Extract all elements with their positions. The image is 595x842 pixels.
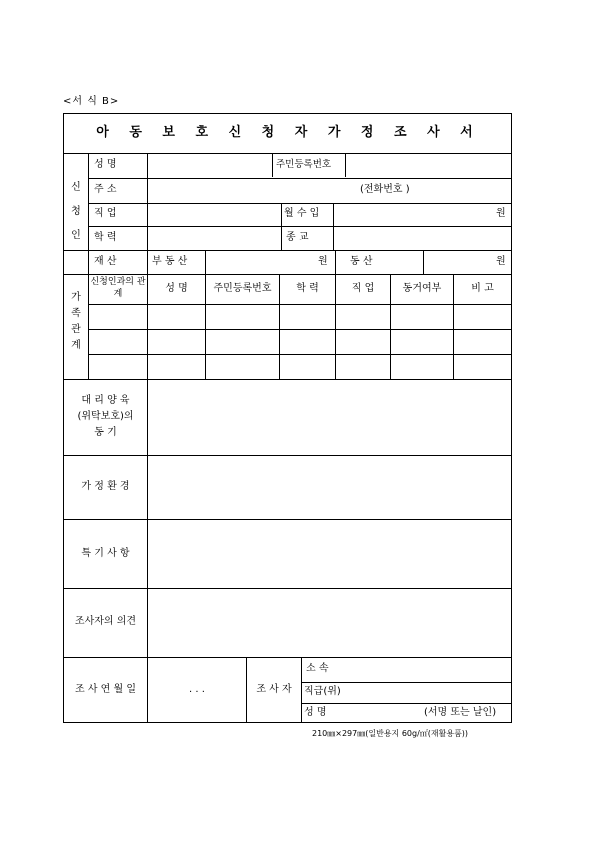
family-header-education: 학 력 xyxy=(296,283,319,294)
paper-size-note: 210㎜×297㎜(일반용지 60g/㎡(재활용품)) xyxy=(312,729,469,738)
income-unit: 원 xyxy=(496,208,506,219)
applicant-group-label: 신 청 인 xyxy=(71,182,81,241)
family-header-cohabit: 동거여부 xyxy=(402,283,442,294)
survey-form-table xyxy=(63,113,512,723)
survey-date-label: 조 사 연 월 일 xyxy=(74,684,136,695)
form-title: 아 동 보 호 신 청 자 가 정 조 사 서 xyxy=(96,125,481,140)
opinion-label: 조사자의 의견 xyxy=(74,616,137,627)
family-row[interactable] xyxy=(89,330,511,354)
opinion-input-area[interactable] xyxy=(148,589,511,657)
job-label: 직 업 xyxy=(94,208,117,219)
family-header-relation: 신청인과의 관 계 xyxy=(90,277,146,299)
environment-input-area[interactable] xyxy=(148,456,511,519)
form-label: <서 식 B> xyxy=(63,96,120,107)
religion-label: 종 교 xyxy=(286,232,309,243)
survey-date-field[interactable]: . . . xyxy=(189,684,205,695)
notes-label: 특 기 사 항 xyxy=(81,548,130,559)
movable-unit: 원 xyxy=(496,256,506,267)
name-label: 성 명 xyxy=(94,159,117,170)
address-label: 주 소 xyxy=(94,184,117,195)
family-row[interactable] xyxy=(89,355,511,379)
education-label: 학 력 xyxy=(94,232,117,243)
motive-label-line3: 동 기 xyxy=(94,427,117,438)
family-header-rrn: 주민등록번호 xyxy=(213,283,272,294)
motive-input-area[interactable] xyxy=(148,380,511,455)
real-estate-label: 부 동 산 xyxy=(152,256,188,267)
real-estate-unit: 원 xyxy=(318,256,328,267)
notes-input-area[interactable] xyxy=(148,520,511,588)
income-label: 월 수 입 xyxy=(284,208,320,219)
motive-label-line1: 대 리 양 육 xyxy=(81,395,130,406)
property-label: 재 산 xyxy=(94,256,117,267)
family-group-label: 가 족 관 계 xyxy=(71,292,81,351)
rank-label: 직급(위) xyxy=(304,686,341,697)
movable-label: 동 산 xyxy=(350,256,373,267)
family-header-name: 성 명 xyxy=(165,283,188,294)
family-header-job: 직 업 xyxy=(351,283,375,294)
signature-label: (서명 또는 날인) xyxy=(424,707,497,718)
investigator-label: 조 사 자 xyxy=(256,684,292,695)
family-row[interactable] xyxy=(89,305,511,329)
environment-label: 가 정 환 경 xyxy=(81,481,130,492)
family-header-remarks: 비 고 xyxy=(471,283,494,294)
rrn-label: 주민등록번호 xyxy=(276,159,332,170)
motive-label-line2: (위탁보호)의 xyxy=(77,411,134,422)
investigator-name-label: 성 명 xyxy=(304,707,327,718)
affiliation-label: 소 속 xyxy=(306,663,329,674)
phone-label: (전화번호 ) xyxy=(360,184,410,195)
